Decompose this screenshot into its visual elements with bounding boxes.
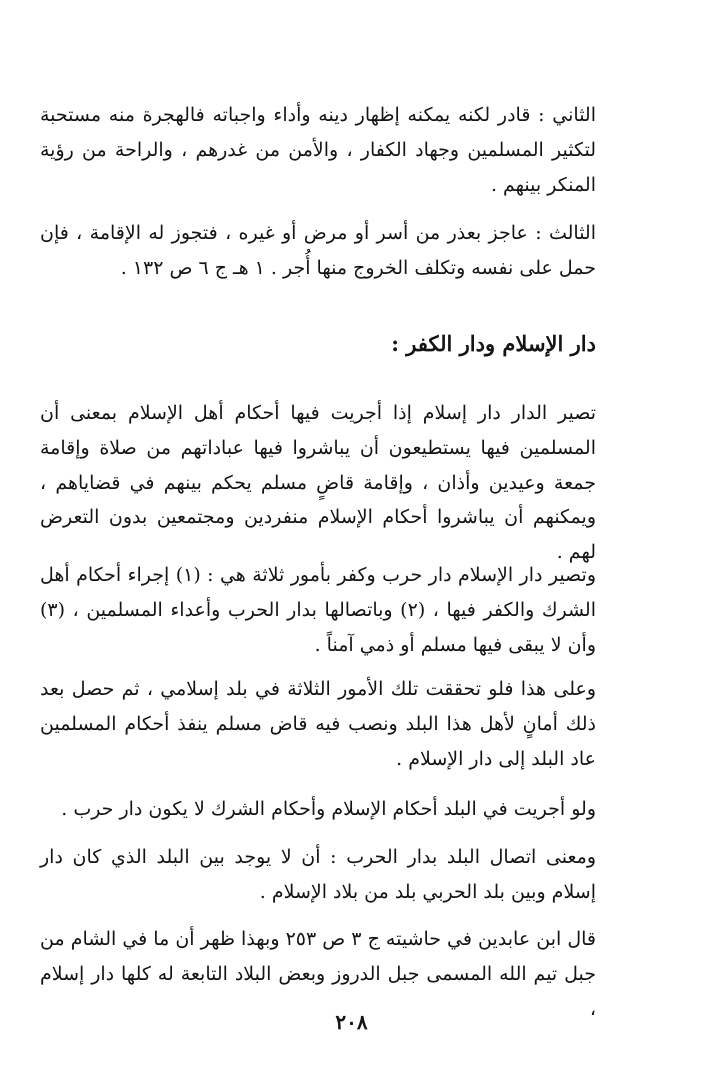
paragraph-dar-islam-definition: تصير الدار دار إسلام إذا أجريت فيها أحكام أهل الإسلام بمعنى أن المسلمين فيها يستطيعون أن يباشروا فيها عباداتهم من صلاة وإقامة جمعة وعيدين وأذان ، وإقامة قاضٍ مسلم يحكم بينهم في قضاياهم ، ويمكنهم أن يباشروا أحكام الإسلام منفردين ومجتمعين بدون التعرض لهم . xyxy=(40,402,596,564)
paragraph-second-category: الثاني : قادر لكنه يمكنه إظهار دينه وأداء واجباته فالهجرة منه مستحبة لتكثير المسلمين وجهاد الكفار ، والأمن من غدرهم ، والراحة من رؤية المنكر بينهم . xyxy=(40,104,596,196)
section-heading: دار الإسلام ودار الكفر : xyxy=(391,331,596,356)
page-number: ٢٠٨ xyxy=(335,1010,368,1034)
paragraph-mixed-rulings: ولو أجريت في البلد أحكام الإسلام وأحكام الشرك لا يكون دار حرب . xyxy=(61,798,596,820)
paragraph-third-category: الثالث : عاجز بعذر من أسر أو مرض أو غيره ، فتجوز له الإقامة ، فإن حمل على نفسه وتكلف الخروج منها أُجر . ١ هـ ج ٦ ص ١٣٢ . xyxy=(40,222,596,279)
page-content xyxy=(40,80,596,1040)
paragraph-dar-harb-conditions: وتصير دار الإسلام دار حرب وكفر بأمور ثلاثة هي : (١) إجراء أحكام أهل الشرك والكفر فيها ، (٢) وباتصالها بدار الحرب وأعداء المسلمين ، (٣) وأن لا يبقى فيها مسلم أو ذمي آمناً . xyxy=(40,564,597,656)
paragraph-connection-meaning: ومعنى اتصال البلد بدار الحرب : أن لا يوجد بين البلد الذي كان دار إسلام وبين بلد الحربي بلد من بلاد الإسلام . xyxy=(40,846,596,903)
paragraph-return-to-islam: وعلى هذا فلو تحققت تلك الأمور الثلاثة في بلد إسلامي ، ثم حصل بعد ذلك أمانٍ لأهل هذا البلد ونصب فيه قاض مسلم ينفذ أحكام المسلمين عاد البلد إلى دار الإسلام . xyxy=(40,678,596,770)
paragraph-ibn-abidin-quote: قال ابن عابدين في حاشيته ج ٣ ص ٢٥٣ وبهذا ظهر أن ما في الشام من جبل تيم الله المسمى جبل الدروز وبعض البلاد التابعة له كلها دار إسلام ، xyxy=(40,928,596,1020)
